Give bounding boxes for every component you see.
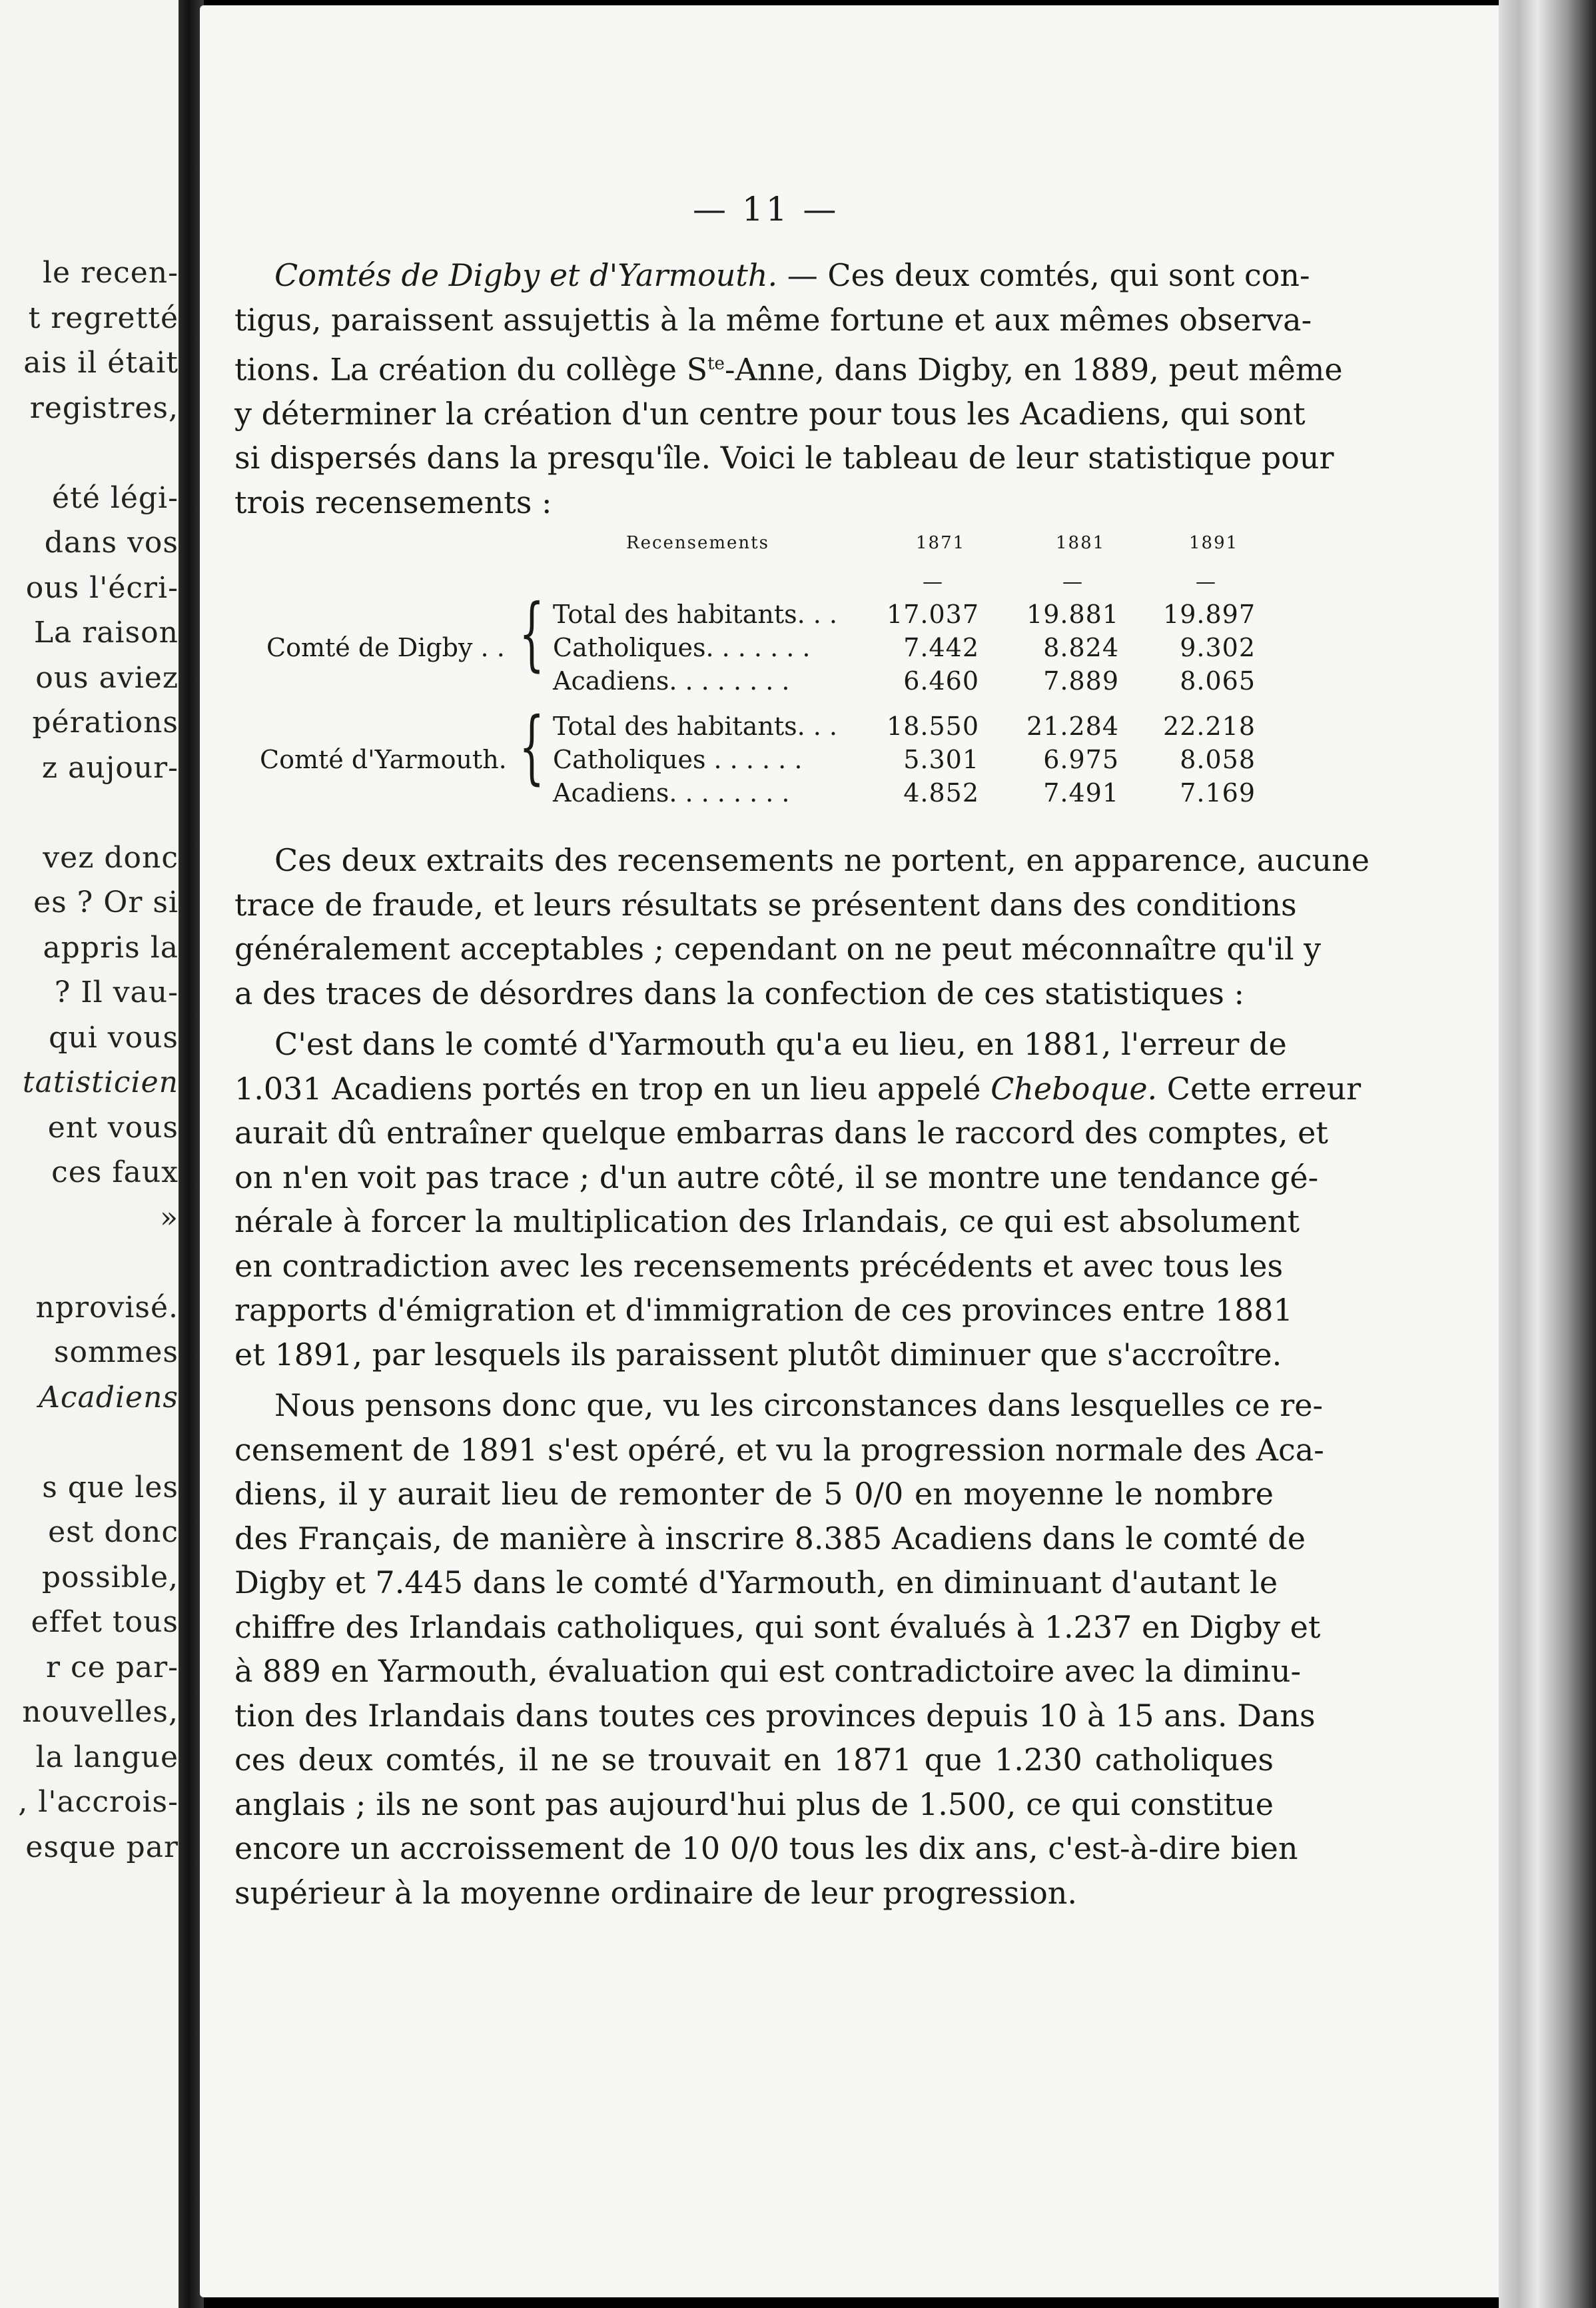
table-cell: 7.169: [1180, 778, 1256, 808]
facing-page-line: »: [160, 1200, 179, 1235]
brace: {: [519, 588, 545, 680]
facing-page-line: sommes: [53, 1335, 179, 1369]
facing-page-line: pérations: [32, 706, 179, 740]
facing-page-line: ? Il vau-: [54, 975, 179, 1009]
facing-page-line: ous aviez: [35, 660, 179, 695]
year-header: 1881: [1056, 533, 1106, 553]
table-cell: 8.824: [1043, 633, 1119, 662]
page-edge: [1499, 0, 1596, 2308]
facing-page: [0, 0, 179, 2308]
row-label: Acadiens. . . . . . . .: [553, 666, 790, 696]
county-name: Comté d'Yarmouth.: [260, 745, 507, 774]
text-line: rapports d'émigration et d'immigration de ces provinces entre 1881: [234, 1292, 1293, 1328]
text-line: si dispersés dans la presqu'île. Voici le tableau de leur statistique pour: [234, 440, 1334, 476]
facing-page-line: dans vos: [44, 526, 179, 560]
text-line: Nous pensons donc que, vu les circonstances dans lesquelles ce re-: [274, 1387, 1324, 1423]
place-name: Cheboque.: [991, 1070, 1158, 1107]
brace: {: [519, 701, 545, 794]
facing-page-line: nouvelles,: [22, 1695, 179, 1729]
header-dash: —: [1062, 570, 1082, 594]
facing-page-line: registres,: [29, 390, 179, 425]
text-line: à 889 en Yarmouth, évaluation qui est contradictoire avec la diminu-: [234, 1653, 1302, 1689]
row-label: Catholiques. . . . . . .: [553, 633, 811, 662]
facing-page-line: effet tous: [31, 1605, 179, 1639]
text-line: on n'en voit pas trace ; d'un autre côté, il se montre une tendance gé-: [234, 1159, 1319, 1195]
text-line: Digby et 7.445 dans le comté d'Yarmouth, en diminuant d'autant le: [234, 1564, 1278, 1600]
facing-page-line: possible,: [41, 1560, 179, 1594]
facing-page-line: z aujour-: [41, 750, 179, 785]
facing-page-line: ous l'écri-: [25, 570, 179, 605]
table-cell: 9.302: [1180, 633, 1256, 662]
facing-page-line: qui vous: [49, 1020, 179, 1055]
table-cell: 5.301: [903, 745, 979, 774]
facing-page-line: esque par: [25, 1830, 179, 1864]
text-line: censement de 1891 s'est opéré, et vu la progression normale des Aca-: [234, 1431, 1324, 1468]
text-line: y déterminer la création d'un centre pour tous les Acadiens, qui sont: [234, 395, 1306, 432]
table-cell: 17.037: [887, 600, 979, 629]
table-cell: 7.491: [1043, 778, 1119, 808]
text-line: et 1891, par lesquels ils paraissent plutôt diminuer que s'accroître.: [234, 1336, 1282, 1373]
table-cell: 22.218: [1163, 712, 1256, 741]
text-line: des Français, de manière à inscrire 8.385 Acadiens dans le comté de: [234, 1520, 1306, 1556]
table-cell: 8.065: [1180, 666, 1256, 696]
facing-page-line: appris la: [43, 930, 179, 965]
facing-page-line: es ? Or si: [33, 885, 179, 919]
facing-page-line: , l'accrois-: [18, 1785, 179, 1819]
header-dash: —: [1196, 570, 1216, 594]
text-line: aurait dû entraîner quelque embarras dans le raccord des comptes, et: [234, 1115, 1328, 1151]
facing-page-line: ces faux: [51, 1155, 179, 1189]
facing-page-line: Acadiens: [39, 1380, 179, 1415]
paragraph: [234, 838, 1370, 1015]
row-label: Total des habitants. . .: [553, 600, 837, 629]
text-line: en contradiction avec les recensements précédents et avec tous les: [234, 1247, 1284, 1284]
table-cell: 7.889: [1043, 666, 1119, 696]
facing-page-line: ent vous: [47, 1110, 179, 1145]
table-cell: 18.550: [887, 712, 979, 741]
facing-page-line: le recen-: [42, 256, 179, 290]
text-line: C'est dans le comté d'Yarmouth qu'a eu lieu, en 1881, l'erreur de: [274, 1026, 1287, 1062]
table-cell: 21.284: [1026, 712, 1119, 741]
year-header: 1891: [1189, 533, 1239, 553]
text-line: supérieur à la moyenne ordinaire de leur progression.: [234, 1874, 1078, 1911]
page-number: — 11 —: [693, 190, 839, 229]
facing-page-line: s que les: [42, 1470, 179, 1504]
text-line: Comtés de Digby et d'Yarmouth. — Ces deux comtés, qui sont con-: [274, 257, 1310, 293]
facing-page-line: vez donc: [43, 840, 179, 875]
text-line: diens, il y aurait lieu de remonter de 5 0/0 en moyenne le nombre: [234, 1476, 1274, 1512]
text-line: encore un accroissement de 10 0/0 tous les dix ans, c'est-à-dire bien: [234, 1830, 1298, 1866]
text-line: chiffre des Irlandais catholiques, qui sont évalués à 1.237 en Digby et: [234, 1608, 1321, 1645]
text-line: généralement acceptables ; cependant on ne peut méconnaître qu'il y: [234, 931, 1322, 967]
text-line: trois recensements :: [234, 484, 552, 520]
text-line: tigus, paraissent assujettis à la même fortune et aux mêmes observa-: [234, 301, 1312, 338]
table-cell: 4.852: [903, 778, 979, 808]
text-line: anglais ; ils ne sont pas aujourd'hui plus de 1.500, ce qui constitue: [234, 1786, 1274, 1822]
county-name: Comté de Digby . .: [266, 633, 505, 662]
facing-page-line: La raison: [33, 616, 179, 650]
table-cell: 7.442: [903, 633, 979, 662]
text-line: ces deux comtés, il ne se trouvait en 1871 que 1.230 catholiques: [234, 1742, 1274, 1778]
facing-page-line: r ce par-: [46, 1650, 179, 1684]
table-cell: 6.975: [1043, 745, 1119, 774]
facing-page-line: est donc: [48, 1515, 179, 1549]
table-cell: 19.897: [1163, 600, 1256, 629]
facing-page-line: été légi-: [52, 480, 179, 515]
text-line: a des traces de désordres dans la confection de ces statistiques :: [234, 975, 1244, 1011]
text-line: tion des Irlandais dans toutes ces provinces depuis 10 à 15 ans. Dans: [234, 1697, 1316, 1734]
text-line: nérale à forcer la multiplication des Irlandais, ce qui est absolument: [234, 1203, 1300, 1239]
row-label: Total des habitants. . .: [553, 712, 837, 741]
header-dash: —: [923, 570, 943, 594]
facing-page-line: nprovisé.: [35, 1290, 179, 1325]
intro-paragraph: [234, 253, 1343, 524]
text-line: trace de fraude, et leurs résultats se présentent dans des conditions: [234, 886, 1297, 923]
section-heading: Comtés de Digby et d'Yarmouth.: [274, 257, 778, 293]
row-label: Catholiques . . . . . .: [553, 745, 803, 774]
table-cell: 19.881: [1026, 600, 1119, 629]
text-line: Ces deux extraits des recensements ne portent, en apparence, aucune: [274, 842, 1370, 878]
facing-page-line: ais il était: [23, 346, 179, 380]
text-line: tions. La création du collège $S^{te}$-Anne, dans Digby, en 1889, peut même: [234, 351, 1343, 388]
paragraph: [234, 1383, 1324, 1915]
facing-page-line: la langue: [35, 1740, 179, 1774]
paragraph: [234, 1022, 1362, 1377]
table-cell: 6.460: [903, 666, 979, 696]
table-cell: 8.058: [1180, 745, 1256, 774]
table-header-label: Recensements: [626, 533, 769, 553]
year-header: 1871: [916, 533, 966, 553]
facing-page-line: t regretté: [28, 300, 179, 335]
text-line: 1.031 Acadiens portés en trop en un lieu appelé Cheboque. Cette erreur: [234, 1070, 1362, 1107]
row-label: Acadiens. . . . . . . .: [553, 778, 790, 808]
facing-page-line: tatisticien: [22, 1065, 179, 1099]
